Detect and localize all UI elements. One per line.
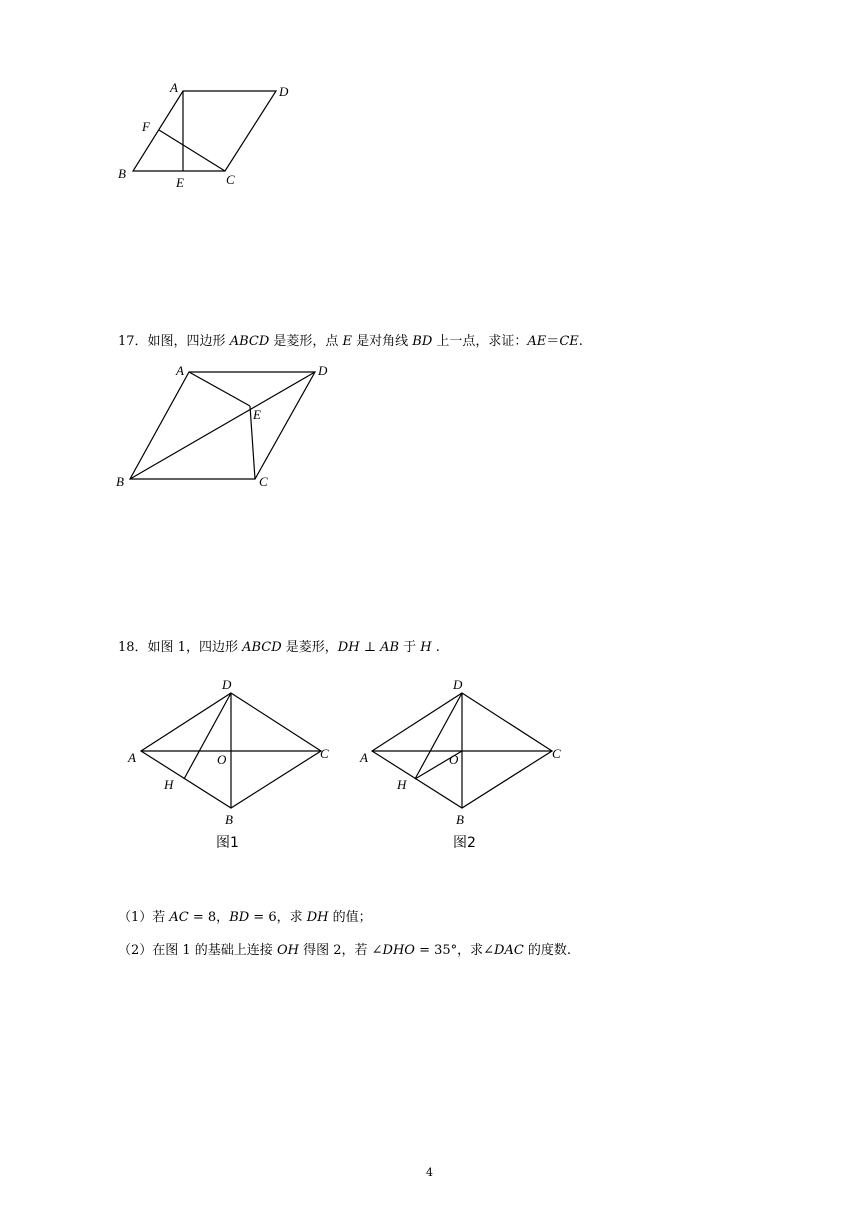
label-A: A xyxy=(176,363,184,378)
question-18: 18．如图 1，四边形 ABCD 是菱形，DH ⊥ AB 于 H . xyxy=(118,640,440,655)
label-B: B xyxy=(456,812,464,827)
question-number: 18 xyxy=(118,640,135,655)
label-H: H xyxy=(397,777,407,792)
label-A: A xyxy=(128,750,136,765)
label-C: C xyxy=(552,746,561,761)
label-E: E xyxy=(176,175,184,190)
page-number: 4 xyxy=(426,1166,433,1179)
figure-18-1 xyxy=(120,672,340,830)
label-C: C xyxy=(226,172,235,187)
label-C: C xyxy=(320,746,329,761)
question-17: 17．如图，四边形 ABCD 是菱形，点 E 是对角线 BD 上一点，求证：AE＝CE. xyxy=(118,334,583,349)
question-18-part-1: （1）若 AC = 8，BD = 6，求 DH 的值； xyxy=(118,910,372,925)
figure-16-parallelogram xyxy=(110,78,310,193)
label-D: D xyxy=(279,84,289,99)
label-E: E xyxy=(253,407,261,422)
label-B: B xyxy=(118,166,126,181)
question-18-part-2: （2）在图 1 的基础上连接 OH 得图 2，若 ∠DHO = 35°，求∠DAC 的度数. xyxy=(118,943,572,958)
figure-caption-2: 图2 xyxy=(453,835,476,851)
figure-17-rhombus xyxy=(110,360,340,495)
label-O: O xyxy=(217,752,227,767)
label-C: C xyxy=(259,474,268,489)
question-number: 17 xyxy=(118,334,135,349)
label-D: D xyxy=(453,677,463,692)
label-A: A xyxy=(360,750,368,765)
label-B: B xyxy=(225,812,233,827)
label-F: F xyxy=(142,119,150,134)
label-H: H xyxy=(164,777,174,792)
figure-18-2 xyxy=(355,672,580,830)
label-O: O xyxy=(449,752,459,767)
label-D: D xyxy=(222,677,232,692)
figure-caption-1: 图1 xyxy=(216,835,239,851)
label-D: D xyxy=(318,363,328,378)
label-A: A xyxy=(170,80,178,95)
label-B: B xyxy=(116,474,124,489)
